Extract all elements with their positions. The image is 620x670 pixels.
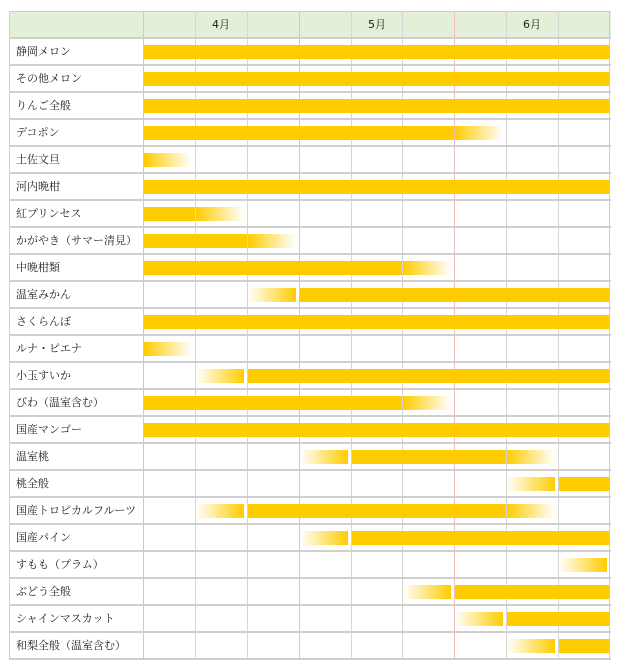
grid-line xyxy=(351,633,352,658)
grid-line xyxy=(506,147,507,172)
fruit-row xyxy=(9,282,611,309)
season-grid xyxy=(143,471,610,496)
month-divider xyxy=(609,606,610,631)
month-divider xyxy=(609,93,610,118)
grid-line xyxy=(247,12,248,37)
header-row xyxy=(9,11,611,39)
season-grid xyxy=(143,39,610,64)
season-peak-bar xyxy=(144,99,609,113)
grid-line xyxy=(351,336,352,361)
fruit-row xyxy=(9,444,611,471)
season-end-bar xyxy=(144,153,192,167)
month-divider xyxy=(609,228,610,253)
fruit-row xyxy=(9,120,611,147)
season-peak-bar xyxy=(144,207,195,221)
month-divider xyxy=(609,120,610,145)
grid-line xyxy=(402,228,403,253)
month-divider xyxy=(299,201,300,226)
month-divider xyxy=(299,579,300,604)
season-grid xyxy=(143,309,610,334)
grid-line xyxy=(195,444,196,469)
month-divider xyxy=(143,606,144,631)
fruit-row xyxy=(9,606,611,633)
grid-line xyxy=(195,525,196,550)
month-divider xyxy=(299,228,300,253)
month-divider xyxy=(454,336,455,361)
month-divider xyxy=(609,417,610,442)
season-grid xyxy=(143,174,610,199)
grid-line xyxy=(247,201,248,226)
season-grid xyxy=(143,120,610,145)
fruit-row xyxy=(9,93,611,120)
grid-line xyxy=(247,633,248,658)
season-end-bar xyxy=(455,126,503,140)
fruit-name: 温室桃 xyxy=(9,444,143,469)
fruit-name: 静岡メロン xyxy=(9,39,143,64)
season-peak-bar xyxy=(144,234,247,248)
fruit-name: 紅プリンセス xyxy=(9,201,143,226)
grid-line xyxy=(506,336,507,361)
season-grid xyxy=(143,336,610,361)
grid-line xyxy=(351,201,352,226)
grid-line xyxy=(558,12,559,37)
season-peak-bar xyxy=(144,180,609,194)
fruit-row xyxy=(9,552,611,579)
season-end-bar xyxy=(248,234,296,248)
fruit-row xyxy=(9,228,611,255)
season-grid xyxy=(143,66,610,91)
grid-line xyxy=(402,471,403,496)
season-start-bar xyxy=(248,288,296,302)
season-grid xyxy=(143,282,610,307)
header-label-cell xyxy=(9,12,143,37)
season-peak-bar xyxy=(248,369,609,383)
month-divider xyxy=(609,336,610,361)
month-label: 6月 xyxy=(523,18,541,31)
fruit-name: 河内晩柑 xyxy=(9,174,143,199)
season-peak-bar xyxy=(559,639,609,653)
fruit-name: シャインマスカット xyxy=(9,606,143,631)
fruit-name: 国産マンゴー xyxy=(9,417,143,442)
month-divider xyxy=(609,282,610,307)
month-divider xyxy=(454,201,455,226)
season-grid xyxy=(143,525,610,550)
month-divider xyxy=(609,39,610,64)
season-end-bar xyxy=(144,342,192,356)
month-divider xyxy=(609,579,610,604)
grid-line xyxy=(351,228,352,253)
grid-line xyxy=(195,633,196,658)
grid-line xyxy=(247,147,248,172)
month-divider xyxy=(609,471,610,496)
season-peak-bar xyxy=(144,315,609,329)
fruit-name: 中晩柑類 xyxy=(9,255,143,280)
fruit-name: 温室みかん xyxy=(9,282,143,307)
grid-line xyxy=(247,552,248,577)
fruit-name: デコポン xyxy=(9,120,143,145)
season-grid xyxy=(143,606,610,631)
season-start-bar xyxy=(300,531,348,545)
season-start-bar xyxy=(196,369,244,383)
fruit-name: びわ（温室含む） xyxy=(9,390,143,415)
month-divider xyxy=(143,579,144,604)
season-grid xyxy=(143,633,610,658)
month-divider xyxy=(609,390,610,415)
season-end-bar xyxy=(507,504,555,518)
season-peak-bar xyxy=(144,396,402,410)
grid-line xyxy=(558,498,559,523)
season-peak-bar xyxy=(352,450,506,464)
grid-line xyxy=(351,552,352,577)
grid-line xyxy=(402,606,403,631)
grid-line xyxy=(506,228,507,253)
grid-line xyxy=(247,579,248,604)
grid-line xyxy=(195,552,196,577)
month-divider xyxy=(609,174,610,199)
month-divider xyxy=(609,633,610,658)
season-grid xyxy=(143,228,610,253)
month-divider xyxy=(609,309,610,334)
month-divider xyxy=(299,147,300,172)
fruit-row xyxy=(9,201,611,228)
fruit-row xyxy=(9,525,611,552)
month-divider xyxy=(143,633,144,658)
grid-line xyxy=(402,147,403,172)
fruit-row xyxy=(9,66,611,93)
season-peak-bar xyxy=(300,288,609,302)
season-peak-bar xyxy=(455,585,609,599)
fruit-name: その他メロン xyxy=(9,66,143,91)
grid-line xyxy=(558,336,559,361)
month-divider xyxy=(454,255,455,280)
grid-line xyxy=(195,471,196,496)
month-label: 4月 xyxy=(212,18,230,31)
season-start-bar xyxy=(403,585,451,599)
month-divider xyxy=(609,552,610,577)
month-divider xyxy=(143,12,144,37)
fruit-name: 小玉すいか xyxy=(9,363,143,388)
month-divider xyxy=(143,552,144,577)
month-divider xyxy=(454,633,455,658)
season-grid xyxy=(143,579,610,604)
month-divider xyxy=(609,66,610,91)
month-divider xyxy=(143,525,144,550)
season-end-bar xyxy=(403,261,451,275)
season-grid xyxy=(143,363,610,388)
month-divider xyxy=(609,147,610,172)
month-divider xyxy=(609,525,610,550)
month-divider xyxy=(299,606,300,631)
grid-line xyxy=(506,120,507,145)
fruit-row xyxy=(9,336,611,363)
fruit-row xyxy=(9,309,611,336)
month-divider xyxy=(454,471,455,496)
month-divider xyxy=(454,390,455,415)
season-grid xyxy=(143,201,610,226)
month-divider xyxy=(143,471,144,496)
grid-line xyxy=(402,552,403,577)
season-peak-bar xyxy=(507,612,609,626)
grid-line xyxy=(195,579,196,604)
fruit-name: りんご全般 xyxy=(9,93,143,118)
grid-line xyxy=(247,336,248,361)
season-grid xyxy=(143,444,610,469)
season-peak-bar xyxy=(248,504,506,518)
month-divider xyxy=(454,147,455,172)
month-divider xyxy=(609,363,610,388)
season-start-bar xyxy=(196,504,244,518)
month-divider xyxy=(299,552,300,577)
season-start-bar xyxy=(559,558,607,572)
fruit-row xyxy=(9,255,611,282)
month-label: 5月 xyxy=(368,18,386,31)
season-end-bar xyxy=(196,207,244,221)
month-divider xyxy=(609,255,610,280)
grid-line xyxy=(558,255,559,280)
grid-line xyxy=(195,282,196,307)
grid-line xyxy=(558,147,559,172)
month-divider xyxy=(143,282,144,307)
season-grid xyxy=(143,390,610,415)
grid-line xyxy=(247,606,248,631)
month-divider xyxy=(609,444,610,469)
fruit-row xyxy=(9,417,611,444)
fruit-name: 国産パイン xyxy=(9,525,143,550)
grid-line xyxy=(351,606,352,631)
season-end-bar xyxy=(507,450,555,464)
month-divider xyxy=(609,12,610,37)
fruit-name: すもも（プラム） xyxy=(9,552,143,577)
season-peak-bar xyxy=(144,423,609,437)
season-end-bar xyxy=(403,396,451,410)
month-divider xyxy=(299,12,300,37)
grid-line xyxy=(558,390,559,415)
month-divider xyxy=(143,444,144,469)
season-peak-bar xyxy=(144,261,402,275)
grid-line xyxy=(351,147,352,172)
month-divider xyxy=(609,201,610,226)
fruit-name: 国産トロピカルフルーツ xyxy=(9,498,143,523)
fruit-name: かがやき（サマー清見） xyxy=(9,228,143,253)
season-peak-bar xyxy=(144,45,609,59)
grid-line xyxy=(351,471,352,496)
fruit-row xyxy=(9,39,611,66)
season-start-bar xyxy=(507,639,555,653)
fruit-name: さくらんぼ xyxy=(9,309,143,334)
grid-line xyxy=(247,525,248,550)
season-peak-bar xyxy=(144,126,454,140)
season-peak-bar xyxy=(559,477,609,491)
grid-line xyxy=(506,255,507,280)
fruit-name: 和梨全般（温室含む） xyxy=(9,633,143,658)
grid-line xyxy=(351,579,352,604)
season-peak-bar xyxy=(144,72,609,86)
month-divider xyxy=(454,228,455,253)
season-grid xyxy=(143,255,610,280)
season-calendar xyxy=(9,11,611,660)
fruit-row xyxy=(9,147,611,174)
season-grid xyxy=(143,147,610,172)
fruit-row xyxy=(9,633,611,660)
fruit-row xyxy=(9,174,611,201)
fruit-name: ぶどう全般 xyxy=(9,579,143,604)
fruit-row xyxy=(9,390,611,417)
fruit-name: 桃全般 xyxy=(9,471,143,496)
grid-line xyxy=(247,471,248,496)
month-divider xyxy=(143,363,144,388)
grid-line xyxy=(506,201,507,226)
grid-line xyxy=(558,201,559,226)
month-divider xyxy=(143,498,144,523)
month-divider xyxy=(454,12,455,37)
season-start-bar xyxy=(455,612,503,626)
grid-line xyxy=(558,444,559,469)
month-divider xyxy=(299,633,300,658)
month-divider xyxy=(299,471,300,496)
fruit-name: 土佐文旦 xyxy=(9,147,143,172)
fruit-row xyxy=(9,363,611,390)
grid-line xyxy=(195,336,196,361)
grid-line xyxy=(558,228,559,253)
grid-line xyxy=(402,633,403,658)
season-grid xyxy=(143,498,610,523)
season-start-bar xyxy=(300,450,348,464)
grid-line xyxy=(402,201,403,226)
fruit-row xyxy=(9,579,611,606)
season-grid xyxy=(143,552,610,577)
season-grid xyxy=(143,417,610,442)
fruit-row xyxy=(9,471,611,498)
grid-line xyxy=(195,147,196,172)
fruit-row xyxy=(9,498,611,525)
month-divider xyxy=(299,336,300,361)
grid-line xyxy=(506,552,507,577)
season-start-bar xyxy=(507,477,555,491)
season-peak-bar xyxy=(352,531,609,545)
grid-line xyxy=(247,444,248,469)
grid-line xyxy=(558,120,559,145)
month-divider xyxy=(609,498,610,523)
grid-line xyxy=(195,606,196,631)
fruit-name: ルナ・ピエナ xyxy=(9,336,143,361)
grid-line xyxy=(506,390,507,415)
month-divider xyxy=(454,552,455,577)
header-month-grid xyxy=(143,12,610,37)
grid-line xyxy=(402,336,403,361)
season-grid xyxy=(143,93,610,118)
